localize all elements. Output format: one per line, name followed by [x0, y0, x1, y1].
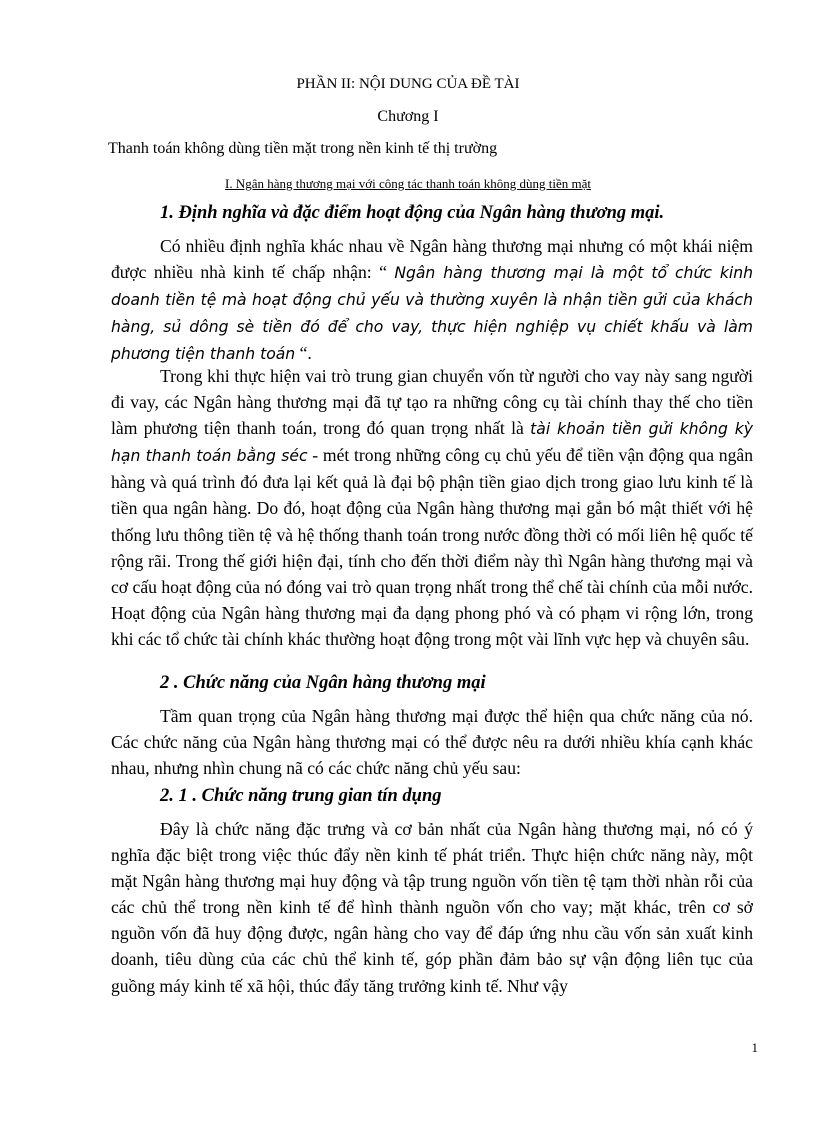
heading-2-1: 2. 1 . Chức năng trung gian tín dụng [160, 786, 442, 806]
italic-term: tài khoản tiền gửi không kỳ hạn thanh toán bằng séc [111, 420, 753, 466]
section-title: I. Ngân hàng thương mại với công tác thanh toán không dùng tiền mặt [225, 176, 591, 191]
paragraph-credit-function: Đây là chức năng đặc trưng và cơ bản nhất của Ngân hàng thương mại, nó có ý nghĩa đặc biệt trong việc thúc đẩy nền kinh tế phát triển. Thực hiện chức năng này, một mặt Ngân hàng thương mại huy động và tập trung nguồn vốn tiền tệ tạm thời nhàn rỗi của các chủ thể trong nền kinh tế để hình thành nguồn vốn cho vay; mặt khác, trên cơ sở nguồn vốn đã huy động được, ngân hàng cho vay để đáp ứng nhu cầu vốn sản xuất kinh doanh, tiêu dùng của các chủ thể kinh tế, góp phần đảm bảo sự vận động liên tục của guồng máy kinh tế xã hội, thúc đẩy tăng trưởng kinh tế. Như vậy [111, 819, 753, 996]
page-number: 1 [751, 1040, 758, 1055]
paragraph-text: “. [295, 343, 312, 364]
paragraph-text: - mét trong những công cụ chủ yếu để tiền vận động qua ngân hàng và quá trình đó đưa lại kết quả là đại bộ phận tiền giao dịch trong giao lưu kinh tế là tiền qua ngân hàng. Do đó, hoạt động của Ngân hàng thương mại gắn bó mật thiết với hệ thống lưu thông tiền tệ và hệ thống thanh toán trong nước đồng thời có mối liên hệ quốc tế rộng rãi. Trong thế giới hiện đại, tính cho đến thời điểm này thì Ngân hàng thương mại và cơ cấu hoạt động của nó đóng vai trò quan trọng nhất trong thể chế tài chính của mỗi nước. Hoạt động của Ngân hàng thương mại đa dạng phong phó và có phạm vi rộng lớn, trong khi các tổ chức tài chính khác thường hoạt động trong một vài lĩnh vực hẹp và chuyên sâu. [111, 445, 753, 649]
chapter-title: Chương I [377, 108, 439, 125]
part-title: PHẦN II: NỘI DUNG CỦA ĐỀ TÀI [296, 76, 520, 92]
paragraph-text: Trong khi thực hiện vai trò trung gian chuyển vốn từ người cho vay này sang người đi vay, các Ngân hàng thương mại đã tự tạo ra những công cụ tài chính thay thế cho tiền làm phương tiện thanh toán, trong đó quan trọng nhất là [111, 366, 753, 439]
paragraph-text: Có nhiều định nghĩa khác nhau về Ngân hàng thương mại nhưng có một khái niệm được nhiều nhà kinh tế chấp nhận: “ [111, 236, 753, 283]
paragraph-intermediary [111, 363, 753, 652]
chapter-subtitle: Thanh toán không dùng tiền mặt trong nền kinh tế thị trường [108, 140, 498, 157]
definition-quote: Ngân hàng thương mại là một tổ chức kinh doanh tiền tệ mà hoạt động chủ yếu và thường xuyên là nhận tiền gửi của khách hàng, sủ dông sè tiền đó để cho vay, thực hiện nghiệp vụ chiết khấu và làm phương tiện thanh toán [111, 264, 753, 364]
paragraph-definition [111, 233, 753, 367]
paragraph-functions: Tầm quan trọng của Ngân hàng thương mại được thể hiện qua chức năng của nó. Các chức năng của Ngân hàng thương mại có thể được nêu ra dưới nhiều khía cạnh khác nhau, nhưng nhìn chung nã có các chức năng chủ yếu sau: [111, 706, 753, 779]
heading-1: 1. Định nghĩa và đặc điểm hoạt động của Ngân hàng thương mại. [160, 203, 665, 223]
heading-2: 2 . Chức năng của Ngân hàng thương mại [160, 673, 486, 693]
